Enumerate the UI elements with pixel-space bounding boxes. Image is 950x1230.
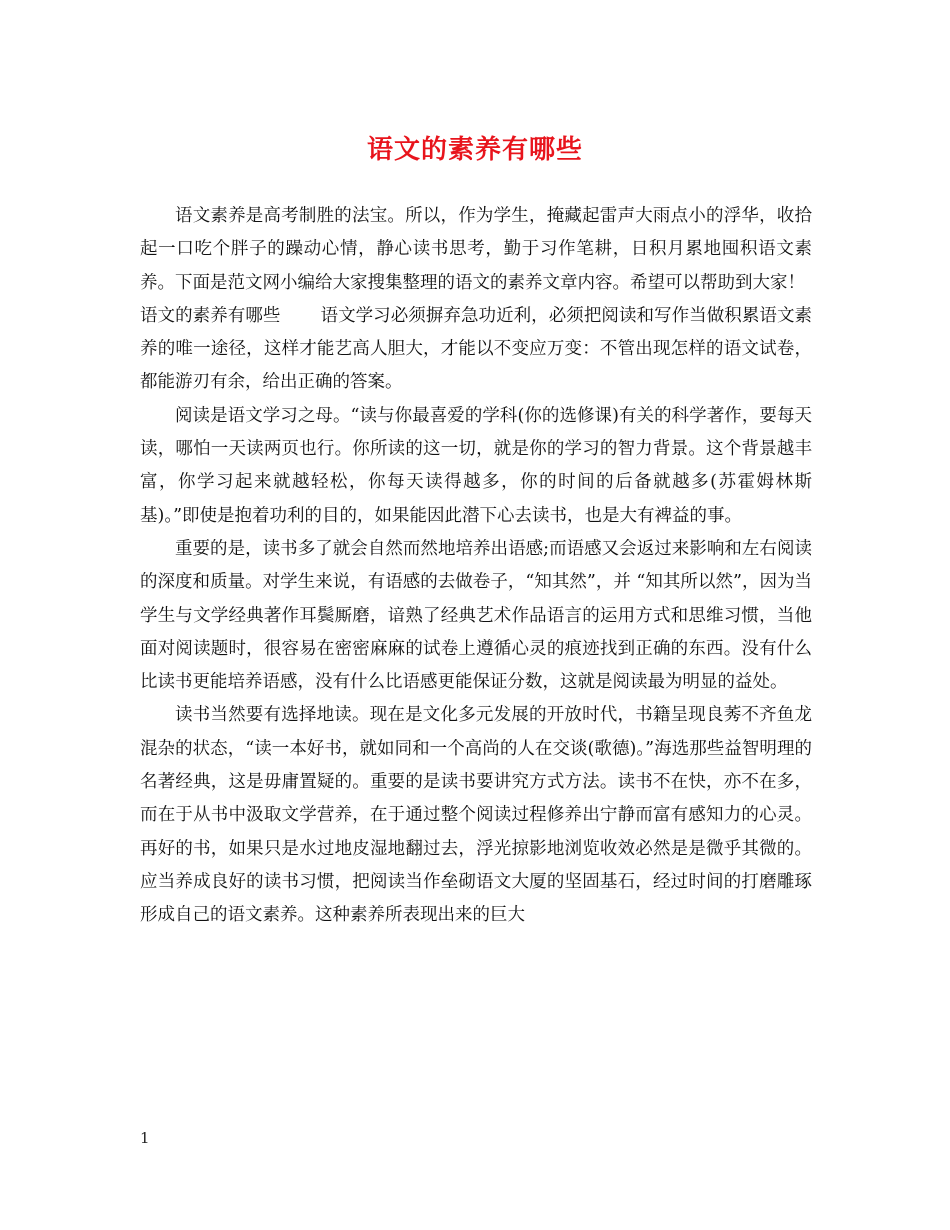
- section-heading: 语文的素养有哪些: [140, 305, 281, 326]
- paragraph-selective-reading: 读书当然要有选择地读。现在是文化多元发展的开放时代，书籍呈现良莠不齐鱼龙混杂的状态，“读一本好书，就如同和一个高尚的人在交谈(歌德)。”海选那些益智明理的名著经典，这是毋庸置疑的。重要的是读书要讲究方式方法。读书不在快，亦不在多，而在于从书中汲取文学营养，在于通过整个阅读过程修养出宁静而富有感知力的心灵。再好的书，如果只是水过地皮湿地翻过去，浮光掠影地浏览收效必然是是微乎其微的。应当养成良好的读书习惯，把阅读当作垒砌语文大厦的坚固基石，经过时间的打磨雕琢形成自己的语文素养。这种素养所表现出来的巨大: [140, 705, 812, 926]
- paragraph-intro: 语文素养是高考制胜的法宝。所以，作为学生，掩藏起雷声大雨点小的浮华，收拾起一口吃个胖子的躁动心情，静心读书思考，勤于习作笔耕，日积月累地囤积语文素养。下面是范文网小编给大家搜集整理的语文的素养文章内容。希望可以帮助到大家！: [140, 206, 812, 293]
- paragraph-language-sense: 重要的是，读书多了就会自然而然地培养出语感;而语感又会返过来影响和左右阅读的深度和质量。对学生来说，有语感的去做卷子，“知其然”，并 “知其所以然”，因为当学生与文学经典著作耳鬓厮磨，谙熟了经典艺术作品语言的运用方式和思维习惯，当他面对阅读题时，很容易在密密麻麻的试卷上遵循心灵的痕迹找到正确的东西。没有什么比读书更能培养语感，没有什么比语感更能保证分数，这就是阅读最为明显的益处。: [140, 538, 812, 693]
- paragraph-reading: 阅读是语文学习之母。“读与你最喜爱的学科(你的选修课)有关的科学著作，要每天读，哪怕一天读两页也行。你所读的这一切，就是你的学习的智力背景。这个背景越丰富，你学习起来就越轻松，你每天读得越多，你的时间的后备就越多(苏霍姆林斯基)。”即使是抱着功利的目的，如果能因此潜下心去读书，也是大有裨益的事。: [140, 405, 812, 526]
- page-number: 1: [140, 1129, 150, 1147]
- document-title: 语文的素养有哪些: [366, 135, 583, 165]
- document-body: [140, 200, 812, 933]
- paragraph-section: [140, 300, 812, 400]
- section-text: 语文学习必须摒弃急功近利，必须把阅读和写作当做积累语文素养的唯一途径，这样才能艺高人胆大，才能以不变应万变：不管出现怎样的语文试卷，都能游刃有余，给出正确的答案。: [140, 305, 813, 393]
